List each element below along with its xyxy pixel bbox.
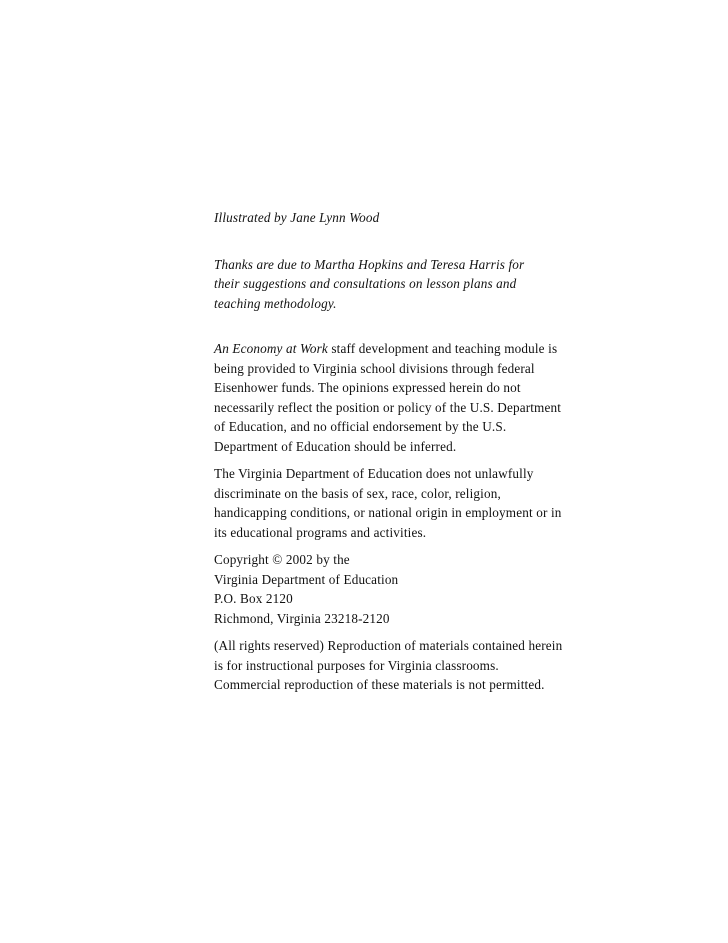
acknowledgements bbox=[214, 255, 654, 314]
copyright-line-4: Richmond, Virginia 23218-2120 bbox=[214, 610, 390, 626]
module-line-2: being provided to Virginia school divisions through federal bbox=[214, 360, 535, 376]
nondiscrimination-line-3: handicapping conditions, or national origin in employment or in bbox=[214, 505, 562, 520]
rights-line-2: is for instructional purposes for Virginia classrooms. bbox=[214, 657, 499, 673]
copyright-notice bbox=[214, 550, 654, 628]
thanks-line-3: teaching methodology. bbox=[214, 295, 337, 311]
copyright-line-2: Virginia Department of Education bbox=[214, 571, 399, 587]
credits-page bbox=[214, 208, 654, 695]
rights-line-3: Commercial reproduction of these materials is not permitted. bbox=[214, 677, 545, 692]
copyright-line-3: P.O. Box 2120 bbox=[214, 591, 293, 606]
module-funding-notice bbox=[214, 339, 654, 456]
module-title: An Economy at Work bbox=[214, 341, 328, 356]
thanks-line-2: their suggestions and consultations on lesson plans and bbox=[214, 276, 517, 291]
rights-line-1: (All rights reserved) Reproduction of materials contained herein bbox=[214, 638, 563, 653]
copyright-line-1: Copyright © 2002 by the bbox=[214, 552, 350, 567]
nondiscrimination-line-2: discriminate on the basis of sex, race, color, religion, bbox=[214, 485, 501, 501]
nondiscrimination-statement bbox=[214, 464, 654, 542]
module-line-5: of Education, and no official endorsement by the U.S. bbox=[214, 419, 507, 434]
nondiscrimination-line-4: its educational programs and activities. bbox=[214, 524, 427, 540]
rights-reserved-notice bbox=[214, 636, 654, 695]
module-line-6: Department of Education should be inferred. bbox=[214, 438, 457, 454]
module-line-3: Eisenhower funds. The opinions expressed herein do not bbox=[214, 380, 521, 395]
illustrator-line: Illustrated by Jane Lynn Wood bbox=[214, 210, 380, 225]
nondiscrimination-line-1: The Virginia Department of Education does not unlawfully bbox=[214, 466, 534, 481]
illustrator-credit bbox=[214, 208, 654, 228]
module-line-1-rest: staff development and teaching module is bbox=[327, 341, 558, 356]
module-line-1 bbox=[214, 339, 654, 359]
module-line-4: necessarily reflect the position or policy of the U.S. Department bbox=[214, 399, 562, 415]
thanks-line-1: Thanks are due to Martha Hopkins and Teresa Harris for bbox=[214, 256, 525, 272]
